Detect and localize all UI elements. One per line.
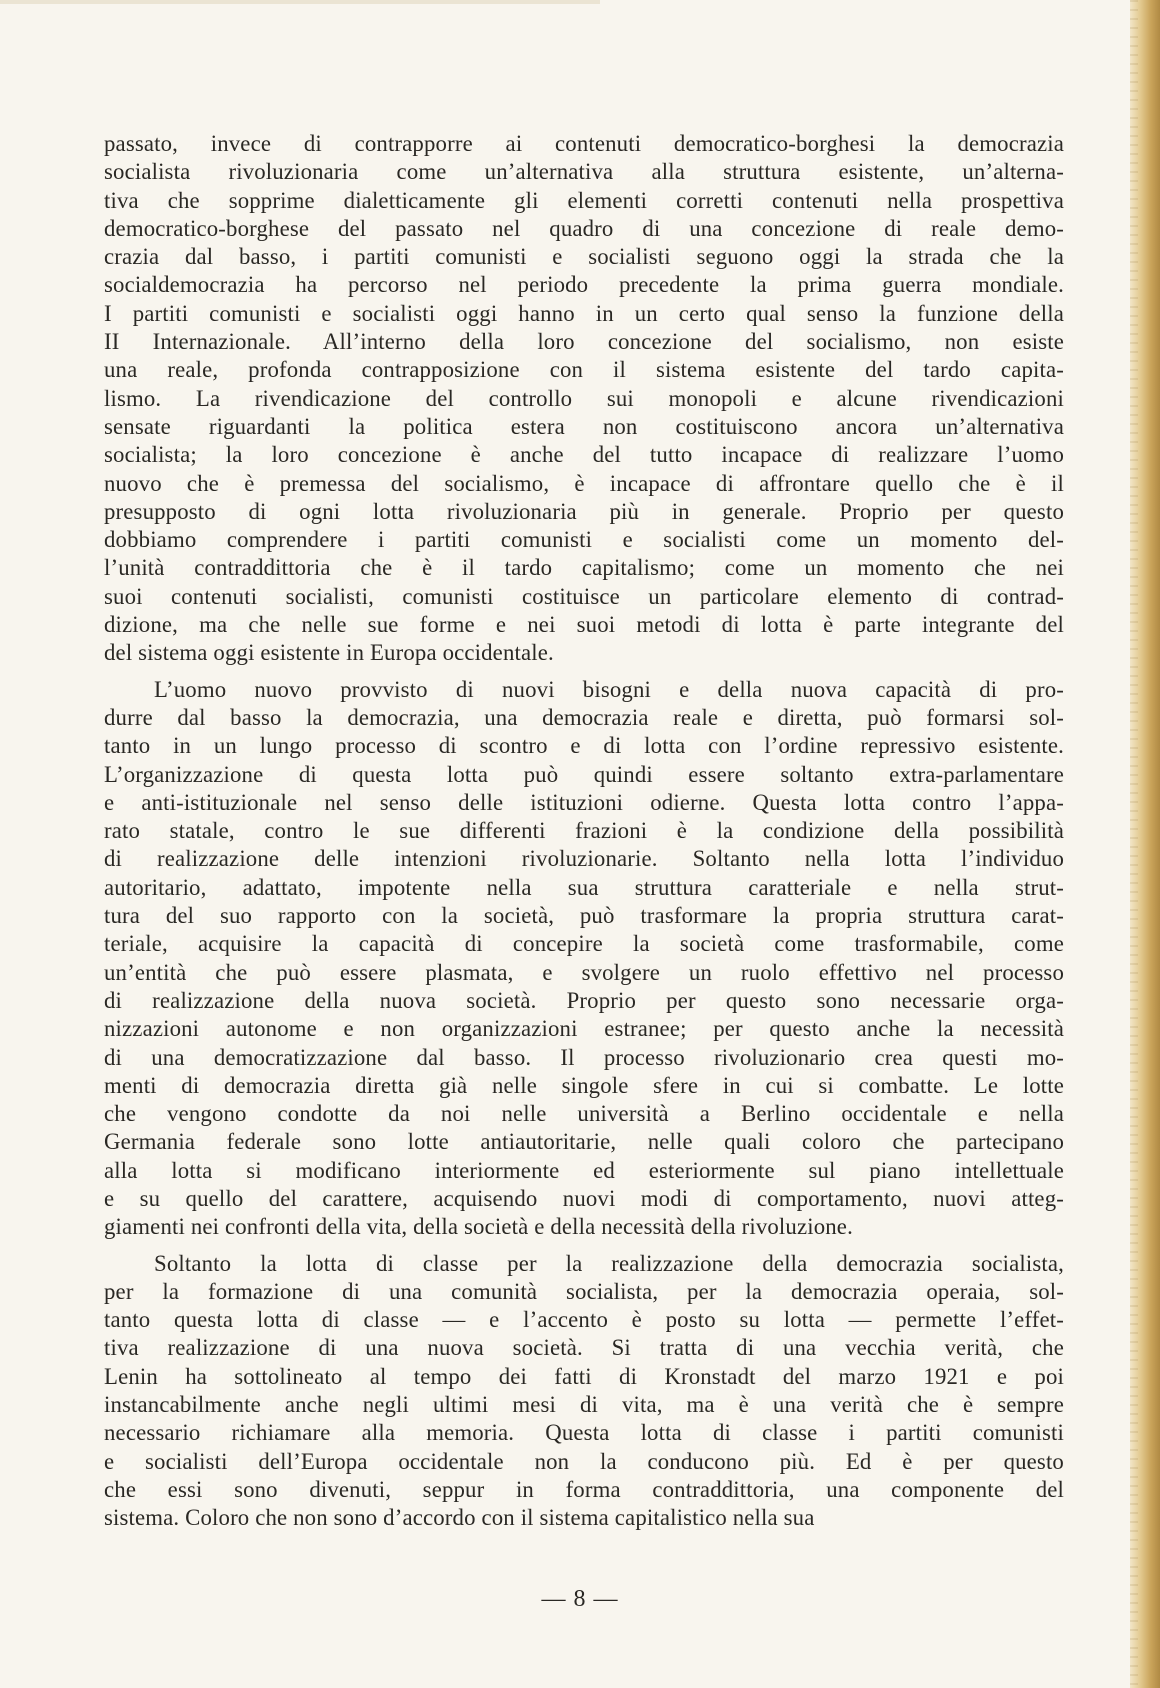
text-line: menti di democrazia diretta già nelle singole sfere in cui si combatte. Le lotte xyxy=(104,1072,1064,1098)
text-line: rato statale, contro le sue differenti frazioni è la condizione della possibilità xyxy=(104,818,1064,844)
text-line: durre dal basso la democrazia, una democrazia reale e diretta, può formarsi sol- xyxy=(104,704,1064,730)
text-line: suoi contenuti socialisti, comunisti costituisce un particolare elemento di contrad- xyxy=(104,583,1064,609)
text-line: di realizzazione delle intenzioni rivoluzionarie. Soltanto nella lotta l’individuo xyxy=(104,846,1064,872)
text-line: Germania federale sono lotte antiautoritarie, nelle quali coloro che partecipano xyxy=(104,1129,1064,1155)
text-line: tiva che sopprime dialetticamente gli elementi corretti contenuti nella prospettiva xyxy=(104,187,1064,213)
text-line: e anti-istituzionale nel senso delle istituzioni odierne. Questa lotta contro l’appa- xyxy=(104,789,1064,815)
text-line: del sistema oggi esistente in Europa occidentale. xyxy=(104,640,554,666)
text-line: necessario richiamare alla memoria. Questa lotta di classe i partiti comunisti xyxy=(104,1420,1064,1446)
text-line: I partiti comunisti e socialisti oggi hanno in un certo qual senso la funzione della xyxy=(104,300,1064,326)
scan-top-strip xyxy=(0,0,600,4)
text-line: democratico-borghese del passato nel quadro di una concezione di reale demo- xyxy=(104,215,1064,241)
paragraph-1 xyxy=(104,130,1064,668)
text-line: autoritario, adattato, impotente nella sua struttura caratteriale e nella strut- xyxy=(104,874,1064,900)
text-line: lismo. La rivendicazione del controllo sui monopoli e alcune rivendicazioni xyxy=(104,385,1064,411)
text-line: nizzazioni autonome e non organizzazioni estranee; per questo anche la necessità xyxy=(104,1016,1064,1042)
text-line: l’unità contraddittoria che è il tardo capitalismo; come un momento che nei xyxy=(104,555,1064,581)
text-line: una reale, profonda contrapposizione con il sistema esistente del tardo capita- xyxy=(104,357,1064,383)
text-line: sistema. Coloro che non sono d’accordo con il sistema capitalistico nella sua xyxy=(104,1505,815,1531)
text-line: tura del suo rapporto con la società, può trasformare la propria struttura carat- xyxy=(104,903,1064,929)
text-line: crazia dal basso, i partiti comunisti e socialisti seguono oggi la strada che la xyxy=(104,244,1064,270)
text-line: e su quello del carattere, acquisendo nuovi modi di comportamento, nuovi atteg- xyxy=(104,1185,1064,1211)
text-line: tanto in un lungo processo di scontro e di lotta con l’ordine repressivo esistente. xyxy=(104,733,1064,759)
text-line: di una democratizzazione dal basso. Il processo rivoluzionario crea questi mo- xyxy=(104,1044,1064,1070)
page-number: — 8 — xyxy=(541,1586,619,1612)
text-line: per la formazione di una comunità socialista, per la democrazia operaia, sol- xyxy=(104,1278,1064,1304)
text-line: che vengono condotte da noi nelle università a Berlino occidentale e nella xyxy=(104,1101,1064,1127)
text-line: sensate riguardanti la politica estera non costituiscono ancora un’alternativa xyxy=(104,413,1064,439)
text-line: tanto questa lotta di classe — e l’accento è posto su lotta — permette l’effet- xyxy=(104,1307,1064,1333)
text-line: Soltanto la lotta di classe per la realizzazione della democrazia socialista, xyxy=(154,1250,1064,1276)
text-line: che essi sono divenuti, seppur in forma contraddittoria, una componente del xyxy=(104,1476,1064,1502)
text-line: di realizzazione della nuova società. Proprio per questo sono necessarie orga- xyxy=(104,987,1064,1013)
text-line: Lenin ha sottolineato al tempo dei fatti di Kronstadt del marzo 1921 e poi xyxy=(104,1363,1064,1389)
text-line: dizione, ma che nelle sue forme e nei suoi metodi di lotta è parte integrante del xyxy=(104,612,1064,638)
text-line: tiva realizzazione di una nuova società. Si tratta di una vecchia verità, che xyxy=(104,1335,1064,1361)
text-line: L’uomo nuovo provvisto di nuovi bisogni e della nuova capacità di pro- xyxy=(154,676,1064,702)
text-line: passato, invece di contrapporre ai contenuti democratico-borghesi la democrazia xyxy=(104,131,1064,156)
text-line: un’entità che può essere plasmata, e svolgere un ruolo effettivo nel processo xyxy=(104,959,1064,985)
text-line: giamenti nei confronti della vita, della società e della necessità della rivoluzione. xyxy=(104,1214,853,1240)
text-line: socialista rivoluzionaria come un’alternativa alla struttura esistente, un’alterna- xyxy=(104,159,1064,185)
text-line: instancabilmente anche negli ultimi mesi di vita, ma è una verità che è sempre xyxy=(104,1392,1064,1418)
paragraph-3 xyxy=(104,1250,1064,1533)
text-line: presupposto di ogni lotta rivoluzionaria più in generale. Proprio per questo xyxy=(104,498,1064,524)
scan-page-edge xyxy=(1130,0,1160,1688)
text-line: e socialisti dell’Europa occidentale non la conducono più. Ed è per questo xyxy=(104,1448,1064,1474)
text-line: nuovo che è premessa del socialismo, è incapace di affrontare quello che è il xyxy=(104,470,1064,496)
text-line: dobbiamo comprendere i partiti comunisti e socialisti come un momento del- xyxy=(104,527,1064,553)
body-text xyxy=(104,130,1064,1533)
text-line: II Internazionale. All’interno della loro concezione del socialismo, non esiste xyxy=(104,329,1064,355)
text-line: alla lotta si modificano interiormente ed esteriormente sul piano intellettuale xyxy=(104,1157,1064,1183)
text-line: socialdemocrazia ha percorso nel periodo precedente la prima guerra mondiale. xyxy=(104,272,1064,298)
text-line: teriale, acquisire la capacità di concepire la società come trasformabile, come xyxy=(104,931,1064,957)
text-line: socialista; la loro concezione è anche del tutto incapace di realizzare l’uomo xyxy=(104,442,1064,468)
paragraph-2 xyxy=(104,676,1064,1242)
text-line: L’organizzazione di questa lotta può quindi essere soltanto extra-parlamentare xyxy=(104,761,1064,787)
